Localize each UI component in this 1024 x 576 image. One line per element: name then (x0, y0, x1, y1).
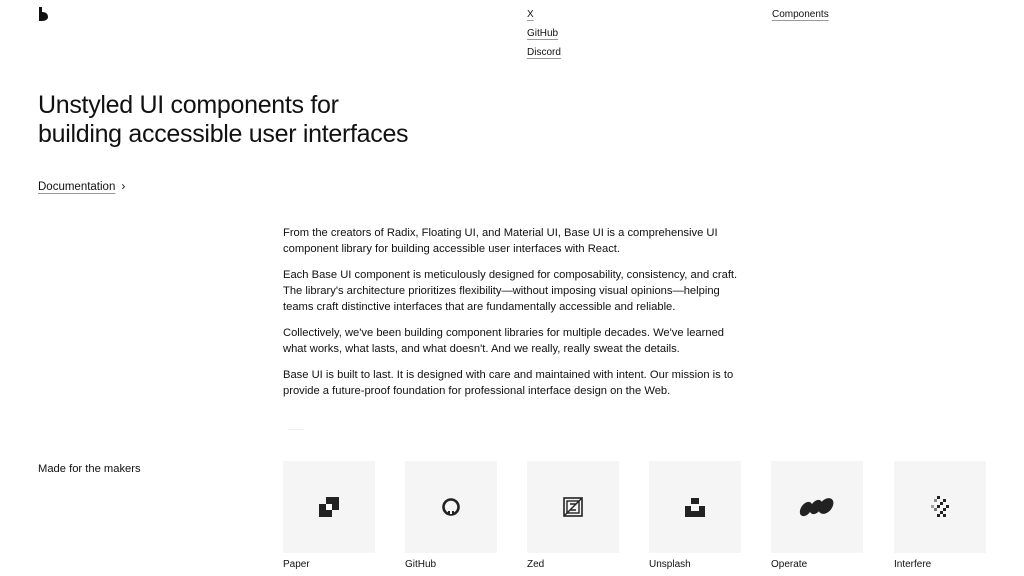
paper-logo-icon (318, 496, 340, 518)
operate-logo-icon (797, 496, 837, 518)
intro-text (283, 225, 748, 409)
maker-tile-unsplash[interactable] (649, 461, 741, 553)
divider (288, 429, 304, 430)
title-line-2: building accessible user interfaces (38, 120, 409, 148)
maker-label: Unsplash (649, 559, 691, 570)
nav-link-x[interactable]: X (527, 9, 534, 20)
intro-paragraph: From the creators of Radix, Floating UI, and Material UI, Base UI is a comprehensive UI component library for building accessible user interfaces with React. (283, 227, 718, 255)
unsplash-logo-icon (684, 496, 706, 518)
nav-link-github[interactable]: GitHub (527, 28, 559, 39)
maker-tile-operate[interactable] (771, 461, 863, 553)
maker-tile-github[interactable] (405, 461, 497, 553)
intro-paragraph: Each Base UI component is meticulously designed for composability, consistency, and craft. The library's architecture prioritizes flexibility—without imposing visual opinions—helping teams craft distinctive interfaces that are fundamentally accessible and reliable. (283, 269, 738, 313)
maker-label: GitHub (405, 559, 437, 570)
title-line-1: Unstyled UI components for (38, 91, 339, 119)
github-icon (441, 497, 461, 517)
maker-label: Paper (283, 559, 310, 570)
base-ui-logo-icon[interactable] (38, 7, 50, 21)
maker-label: Interfere (894, 559, 932, 570)
maker-tile-paper[interactable] (283, 461, 375, 553)
chevron-right-icon: › (121, 179, 126, 193)
documentation-label: Documentation (38, 181, 116, 193)
maker-label: Operate (771, 559, 808, 570)
maker-label: Zed (527, 559, 545, 570)
nav-link-components[interactable]: Components (772, 9, 829, 20)
documentation-link[interactable] (38, 179, 125, 193)
intro-paragraph: Base UI is built to last. It is designed with care and maintained with intent. Our mission is to provide a future-proof foundation for professional interface design on the Web. (283, 369, 734, 397)
maker-tile-interfere[interactable] (894, 461, 986, 553)
makers-heading: Made for the makers (38, 463, 141, 475)
nav-link-discord[interactable]: Discord (527, 47, 561, 58)
intro-paragraph: Collectively, we've been building component libraries for multiple decades. We've learned what works, what lasts, and what doesn't. And we really, really sweat the details. (283, 327, 725, 355)
zed-logo-icon (562, 496, 584, 518)
interfere-logo-icon (928, 495, 952, 519)
maker-tile-zed[interactable] (527, 461, 619, 553)
page-title (38, 91, 408, 149)
